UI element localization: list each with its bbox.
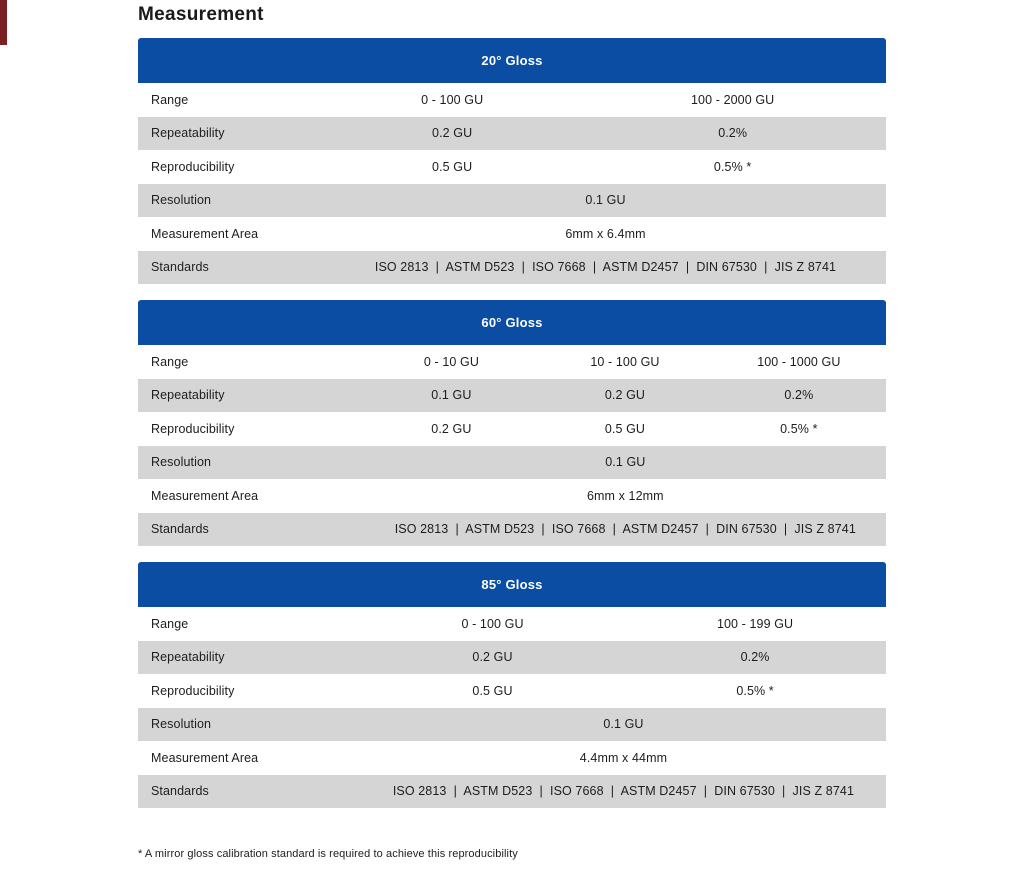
table-row (138, 412, 886, 446)
row-label: Resolution (151, 455, 212, 470)
row-label: Standards (151, 784, 209, 799)
table-row (138, 117, 886, 151)
row-value: 0.5% * (736, 683, 774, 698)
row-value: 0 - 100 GU (461, 616, 524, 631)
table-title-20deg: 20° Gloss (138, 38, 886, 83)
table-row (138, 513, 886, 547)
table-row (138, 150, 886, 184)
row-value: 0.2 GU (432, 126, 473, 141)
table-row (138, 379, 886, 413)
table-row (138, 217, 886, 251)
row-value: 0 - 100 GU (421, 92, 484, 107)
row-label: Range (151, 616, 189, 631)
row-label: Measurement Area (151, 488, 259, 503)
row-label: Resolution (151, 193, 212, 208)
row-value: 0.1 GU (431, 388, 472, 403)
row-value: 0.2 GU (604, 388, 646, 403)
table-row (138, 607, 886, 641)
gloss-table-85deg (138, 562, 886, 808)
table-title-85deg: 85° Gloss (138, 562, 886, 607)
row-label: Repeatability (151, 126, 225, 141)
table-title-60deg: 60° Gloss (138, 300, 886, 345)
table-row (138, 641, 886, 675)
row-label: Standards (151, 522, 209, 537)
row-label: Reproducibility (151, 421, 235, 436)
gloss-table-20deg (138, 38, 886, 284)
table-row (138, 251, 886, 285)
row-label: Measurement Area (151, 226, 259, 241)
row-label: Measurement Area (151, 750, 259, 765)
row-value: 0.5% * (713, 159, 752, 174)
row-label: Range (151, 354, 189, 369)
row-value: ISO 2813 | ASTM D523 | ISO 7668 | ASTM D2457 | DIN 67530 | JIS Z 8741 (374, 260, 837, 275)
row-value: 100 - 1000 GU (757, 354, 841, 369)
row-label: Standards (151, 260, 209, 275)
table-row (138, 345, 886, 379)
table-row (138, 184, 886, 218)
gloss-table-60deg (138, 300, 886, 546)
row-label: Repeatability (151, 650, 225, 665)
table-row (138, 674, 886, 708)
row-value: ISO 2813 | ASTM D523 | ISO 7668 | ASTM D2457 | DIN 67530 | JIS Z 8741 (394, 522, 856, 537)
row-value: 0.1 GU (605, 455, 646, 470)
table-row (138, 741, 886, 775)
tables-container (138, 38, 886, 808)
row-value: 4.4mm x 44mm (579, 750, 668, 765)
row-label: Resolution (151, 717, 212, 732)
table-row (138, 775, 886, 809)
row-value: 100 - 2000 GU (691, 92, 775, 107)
row-value: 0.2% (784, 388, 814, 403)
page-title: Measurement (138, 4, 264, 25)
table-row (138, 708, 886, 742)
row-value: ISO 2813 | ASTM D523 | ISO 7668 | ASTM D2457 | DIN 67530 | JIS Z 8741 (392, 784, 855, 799)
page-edge-accent (0, 0, 7, 45)
row-value: 0.2 GU (431, 421, 472, 436)
row-value: 0.5% * (780, 421, 818, 436)
measurement-section (138, 4, 886, 860)
row-value: 0.2% (718, 126, 748, 141)
row-value: 100 - 199 GU (716, 616, 794, 631)
row-value: 0.1 GU (603, 717, 644, 732)
row-value: 0.5 GU (472, 683, 513, 698)
row-value: 0.2 GU (472, 650, 513, 665)
row-label: Reproducibility (151, 683, 235, 698)
table-row (138, 479, 886, 513)
row-label: Reproducibility (151, 159, 235, 174)
table-row (138, 446, 886, 480)
row-value: 6mm x 12mm (586, 488, 664, 503)
row-value: 10 - 100 GU (590, 354, 660, 369)
row-value: 6mm x 6.4mm (565, 226, 646, 241)
footnote: * A mirror gloss calibration standard is required to achieve this reproducibility (138, 848, 518, 860)
row-label: Repeatability (151, 388, 225, 403)
row-value: 0.5 GU (432, 159, 473, 174)
row-label: Range (151, 92, 189, 107)
row-value: 0.1 GU (585, 193, 626, 208)
row-value: 0.2% (740, 650, 770, 665)
table-row (138, 83, 886, 117)
row-value: 0.5 GU (604, 421, 646, 436)
row-value: 0 - 10 GU (423, 354, 479, 369)
